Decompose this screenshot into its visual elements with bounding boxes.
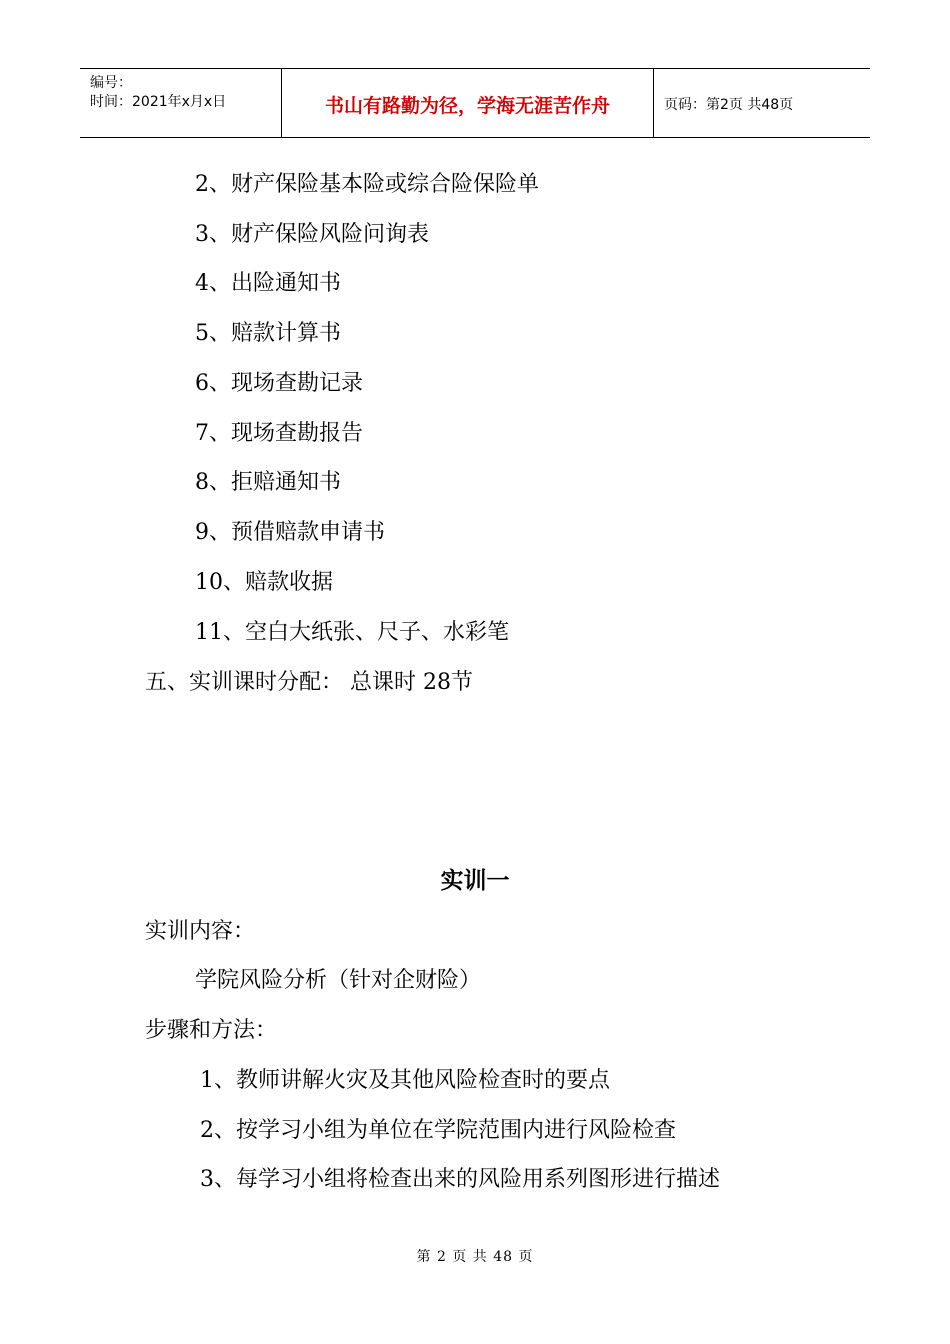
list-item: 2、财产保险基本险或综合险保险单 <box>195 172 539 197</box>
number-label: 编号： <box>90 75 132 91</box>
training-title: 实训一 <box>440 867 510 894</box>
header-page-cell <box>654 69 870 137</box>
page-header <box>80 68 870 138</box>
content-label: 实训内容： <box>145 919 256 944</box>
step-item: 2、按学习小组为单位在学院范围内进行风险检查 <box>200 1118 676 1143</box>
step-item: 3、每学习小组将检查出来的风险用系列图形进行描述 <box>200 1167 720 1192</box>
list-item: 7、现场查勘报告 <box>195 421 363 446</box>
header-motto-cell <box>282 69 654 137</box>
page-info: 页码：第2页 共48页 <box>664 97 794 113</box>
list-item: 3、财产保险风险问询表 <box>195 222 429 247</box>
list-item: 9、预借赔款申请书 <box>195 520 385 545</box>
list-item: 5、赔款计算书 <box>195 321 341 346</box>
list-item: 11、空白大纸张、尺子、水彩笔 <box>195 620 509 645</box>
content-text: 学院风险分析（针对企财险） <box>195 968 482 993</box>
steps-label: 步骤和方法： <box>145 1018 278 1043</box>
list-item: 10、赔款收据 <box>195 570 333 595</box>
motto: 书山有路勤为径，学海无涯苦作舟 <box>324 95 610 117</box>
list-item: 4、出险通知书 <box>195 271 341 296</box>
section-five-heading: 五、实训课时分配： 总课时 28节 <box>145 670 473 695</box>
list-item: 8、拒赔通知书 <box>195 470 341 495</box>
date-label: 时间：2021年x月x日 <box>90 94 227 110</box>
list-item: 6、现场查勘记录 <box>195 371 363 396</box>
header-info-cell <box>80 69 282 137</box>
step-item: 1、教师讲解火灾及其他风险检查时的要点 <box>200 1068 610 1093</box>
page-footer: 第 2 页 共 48 页 <box>416 1249 534 1265</box>
